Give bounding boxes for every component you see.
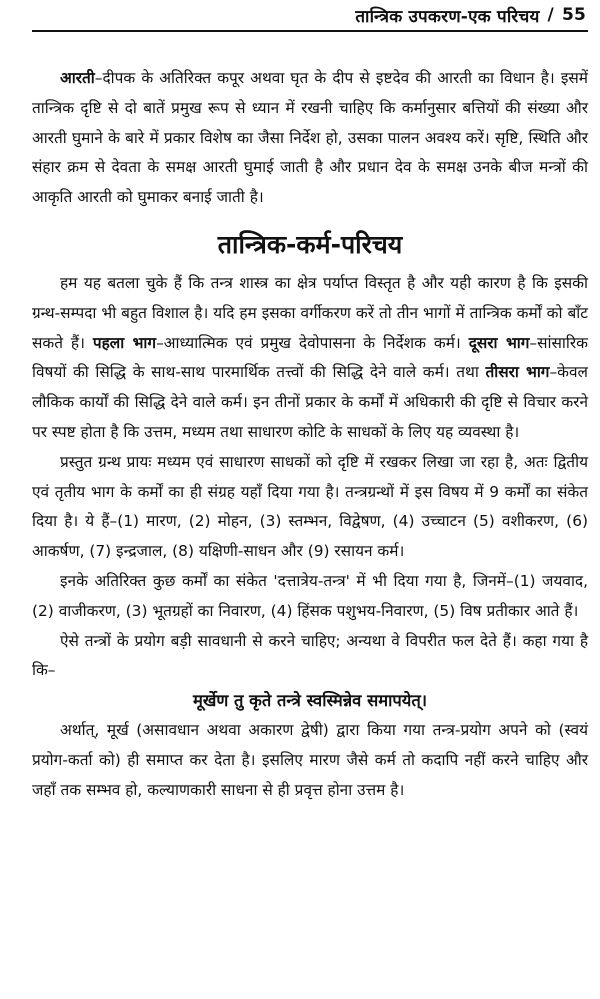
running-header: [32, 0, 588, 32]
paragraph-caution: ऐसे तन्त्रों के प्रयोग बड़ी सावधानी से करने चाहिए; अन्यथा वे विपरीत फल देते हैं। कहा गया है कि–: [32, 631, 588, 680]
term-aarti: आरती: [60, 69, 95, 87]
paragraph-dattatreya: इनके अतिरिक्त कुछ कर्मों का संकेत 'दत्तात्रेय-तन्त्र' में भी दिया गया है, जिनमें–(1) जयवाद, (2) वाजीकरण, (3) भूतग्रहों का निवारण, (4) हिंसक पशुभय-निवारण, (5) विष प्रतीकार आते हैं।: [32, 571, 588, 620]
chapter-title: तान्त्रिक उपकरण-एक परिचय: [355, 6, 540, 27]
term-second-part: दूसरा भाग: [468, 333, 530, 352]
classification-text-1: हम यह बतला चुके हैं कि तन्त्र शास्त्र का क्षेत्र पर्याप्त विस्तृत है और यही कारण है कि इसकी ग्रन्थ-सम्पदा भी बहुत विशाल है। यदि हम इसका वर्गीकरण करें तो तीन भागों में तान्त्रिक कर्मों को बाँट सकते हैं।: [32, 273, 588, 352]
aarti-text: –दीपक के अतिरिक्त कपूर अथवा घृत के दीप से इष्टदेव की आरती का विधान है। इसमें तान्त्रिक दृष्टि से दो बातें प्रमुख रूप से ध्यान में रखनी चाहिए कि कर्मानुसार बत्तियों की संख्या और आरती घुमाने के बारे में प्रकार विशेष का जैसा निर्देश हो, उसका पालन अवश्य करें। सृष्टि, स्थिति और संहार क्रम से देवता के समक्ष आरती घुमाई जाती है और प्रधान देव के समक्ष उनके बीज मन्त्रों की आकृति आरती को घुमाकर बनाई जाती है।: [32, 69, 588, 207]
term-third-part: तीसरा भाग: [485, 363, 550, 382]
paragraph-meaning: अर्थात्, मूर्ख (असावधान अथवा अकारण द्वेषी) द्वारा किया गया तन्त्र-प्रयोग अपने को (स्वयं प्रयोग-कर्ता को) ही समाप्त कर देता है। इसलिए मारण जैसे कर्म तो कदापि नहीं करने चाहिए और जहाँ तक सम्भव हो, कल्याणकारी साधना से ही प्रवृत्त होना उत्तम है।: [32, 721, 588, 799]
sanskrit-verse: मूर्खेण तु कृते तन्त्रे स्वस्मिन्नेव समापयेत्।: [193, 691, 427, 711]
paragraph-aarti: [32, 64, 588, 213]
classification-text-2: –आध्यात्मिक एवं प्रमुख देवोपासना के निर्देशक कर्म।: [156, 333, 469, 352]
paragraph-classification: [32, 269, 588, 448]
classification-text-3: –सांसारिक विषयों की सिद्धि के साथ-साथ पारमार्थिक तत्त्वों की सिद्धि देने वाले कर्म। तथा: [32, 333, 588, 382]
page-number: 55: [561, 5, 586, 25]
section-heading: तान्त्रिक-कर्म-परिचय: [217, 229, 403, 259]
header-separator: /: [547, 5, 554, 25]
paragraph-karmas: प्रस्तुत ग्रन्थ प्रायः मध्यम एवं साधारण साधकों को दृष्टि में रखकर लिखा जा रहा है, अतः द्वितीय एवं तृतीय भाग के कर्मों का ही संग्रह यहाँ दिया गया है। तन्त्रग्रन्थों में इस विषय में 9 कर्मों का संकेत दिया है। ये हैं–(1) मारण, (2) मोहन, (3) स्तम्भन, विद्वेषण, (4) उच्चाटन (5) वशीकरण, (6) आकर्षण, (7) इन्द्रजाल, (8) यक्षिणी-साधन और (9) रसायन कर्म।: [32, 452, 588, 561]
term-first-part: पहला भाग: [92, 333, 157, 352]
classification-text-4: –केवल लौकिक कार्यों की सिद्धि देने वाले कर्म। इन तीनों प्रकार के कर्मों में अधिकारी की दृष्टि से विचार करने पर स्पष्ट होता है कि उत्तम, मध्यम तथा साधारण कोटि के साधकों के लिए यह व्यवस्था है।: [32, 363, 588, 441]
